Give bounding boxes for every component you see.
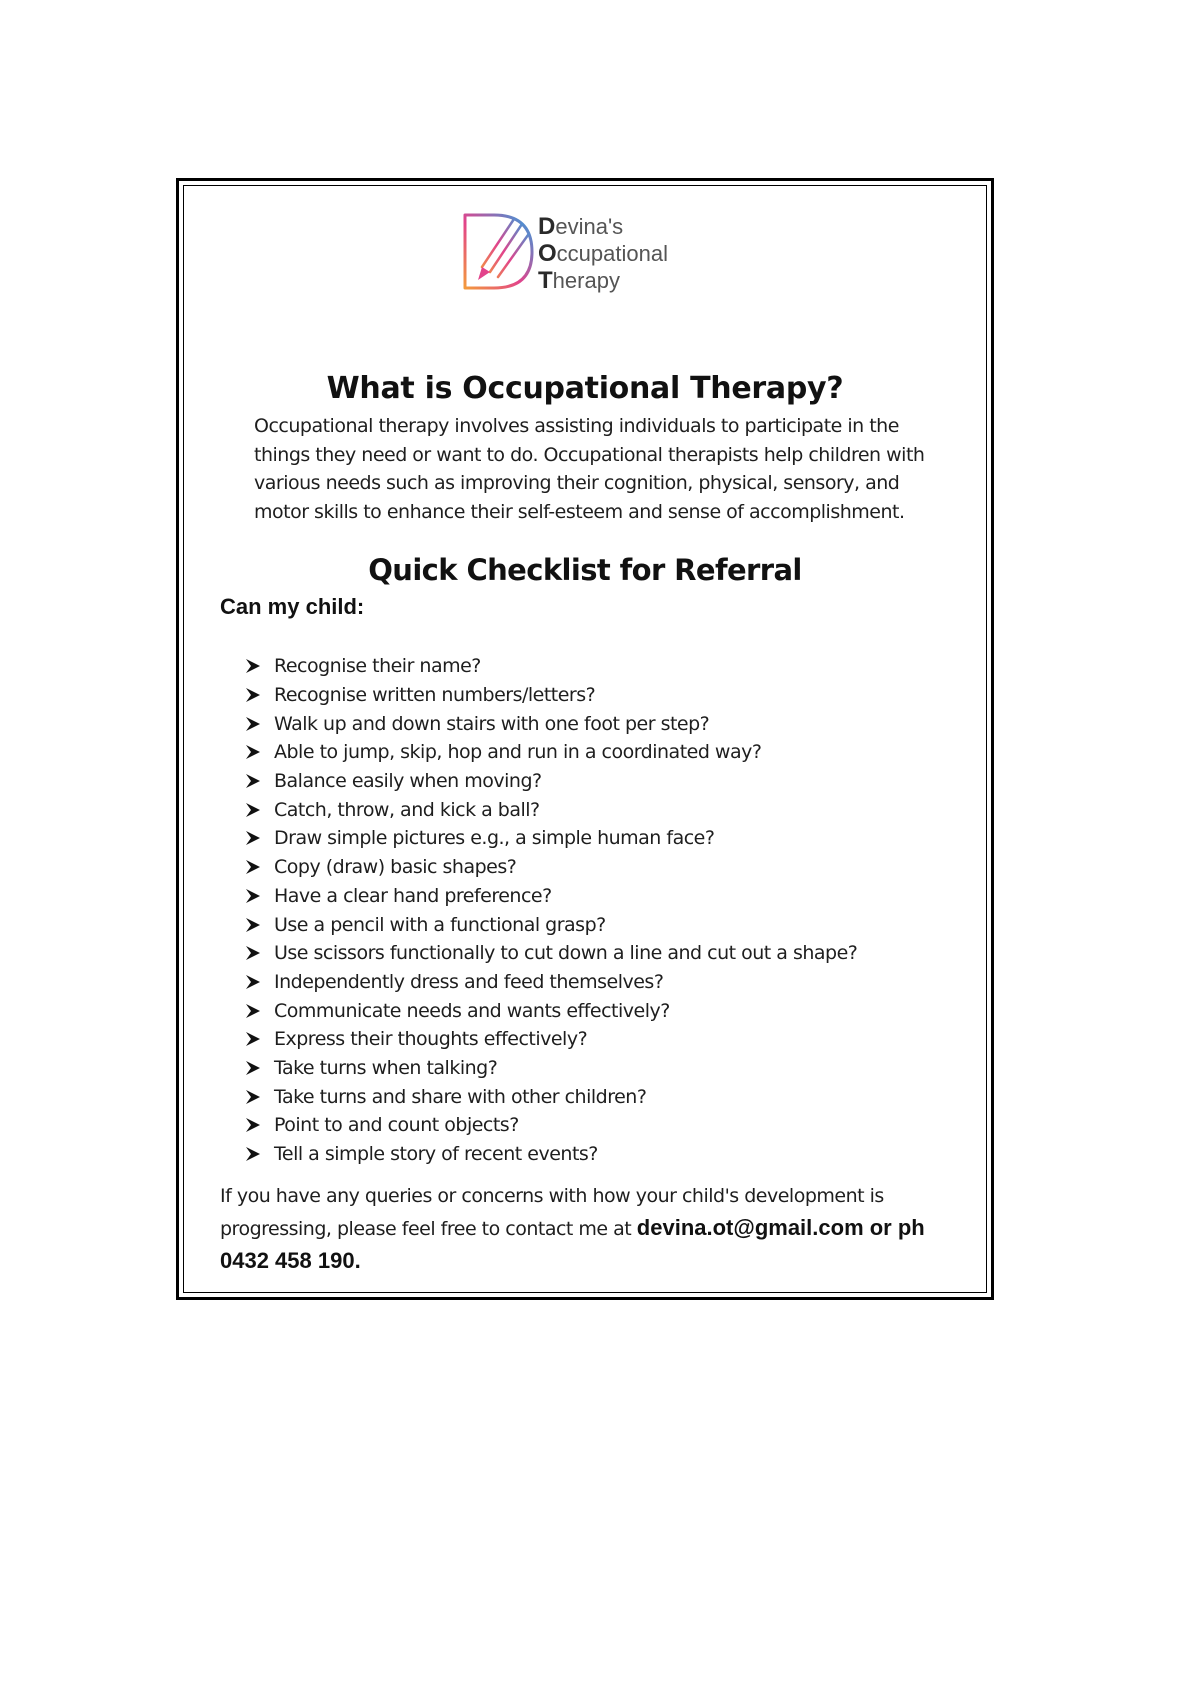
checklist-heading: Quick Checklist for Referral [368, 553, 802, 587]
list-item: Use scissors functionally to cut down a line and cut out a shape? [246, 939, 857, 968]
checklist [246, 652, 857, 1168]
list-item: Have a clear hand preference? [246, 882, 857, 911]
arrow-bullet-icon [246, 1147, 260, 1161]
contact-details: devina.ot@gmail.com or ph 0432 458 190. [220, 1215, 925, 1273]
arrow-bullet-icon [246, 1032, 260, 1046]
list-item: Tell a simple story of recent events? [246, 1140, 857, 1169]
page-title: What is Occupational Therapy? [326, 371, 844, 406]
arrow-bullet-icon [246, 688, 260, 702]
arrow-bullet-icon [246, 659, 260, 673]
arrow-bullet-icon [246, 803, 260, 817]
arrow-bullet-icon [246, 889, 260, 903]
list-item: Communicate needs and wants effectively? [246, 996, 857, 1025]
list-item: Take turns when talking? [246, 1054, 857, 1083]
list-item: Recognise their name? [246, 652, 857, 681]
arrow-bullet-icon [246, 860, 260, 874]
list-item: Use a pencil with a functional grasp? [246, 910, 857, 939]
list-item: Catch, throw, and kick a ball? [246, 795, 857, 824]
arrow-bullet-icon [246, 831, 260, 845]
list-item: Independently dress and feed themselves? [246, 968, 857, 997]
arrow-bullet-icon [246, 918, 260, 932]
intro-paragraph: Occupational therapy involves assisting individuals to participate in the things they need or want to do. Occupational therapists help children with various needs such as improving their cognition, physical, sensory, and motor skills to enhance their self-esteem and sense of accomplishment. [254, 415, 925, 524]
arrow-bullet-icon [246, 975, 260, 989]
checklist-prompt: Can my child: [220, 594, 365, 619]
list-item: Point to and count objects? [246, 1111, 857, 1140]
list-item: Walk up and down stairs with one foot per step? [246, 709, 857, 738]
arrow-bullet-icon [246, 774, 260, 788]
list-item: Copy (draw) basic shapes? [246, 853, 857, 882]
list-item: Express their thoughts effectively? [246, 1025, 857, 1054]
list-item: Draw simple pictures e.g., a simple human face? [246, 824, 857, 853]
list-item: Take turns and share with other children? [246, 1082, 857, 1111]
arrow-bullet-icon [246, 717, 260, 731]
contact-text: If you have any queries or concerns with how your child's development is progressing, please feel free to contact me at [220, 1185, 884, 1240]
logo-wordmark: Devina's Occupational Therapy [538, 213, 668, 294]
contact-paragraph [220, 1180, 960, 1278]
list-item: Recognise written numbers/letters? [246, 681, 857, 710]
arrow-bullet-icon [246, 946, 260, 960]
arrow-bullet-icon [246, 1004, 260, 1018]
arrow-bullet-icon [246, 1061, 260, 1075]
list-item: Able to jump, skip, hop and run in a coordinated way? [246, 738, 857, 767]
arrow-bullet-icon [246, 1118, 260, 1132]
arrow-bullet-icon [246, 745, 260, 759]
arrow-bullet-icon [246, 1090, 260, 1104]
list-item: Balance easily when moving? [246, 767, 857, 796]
